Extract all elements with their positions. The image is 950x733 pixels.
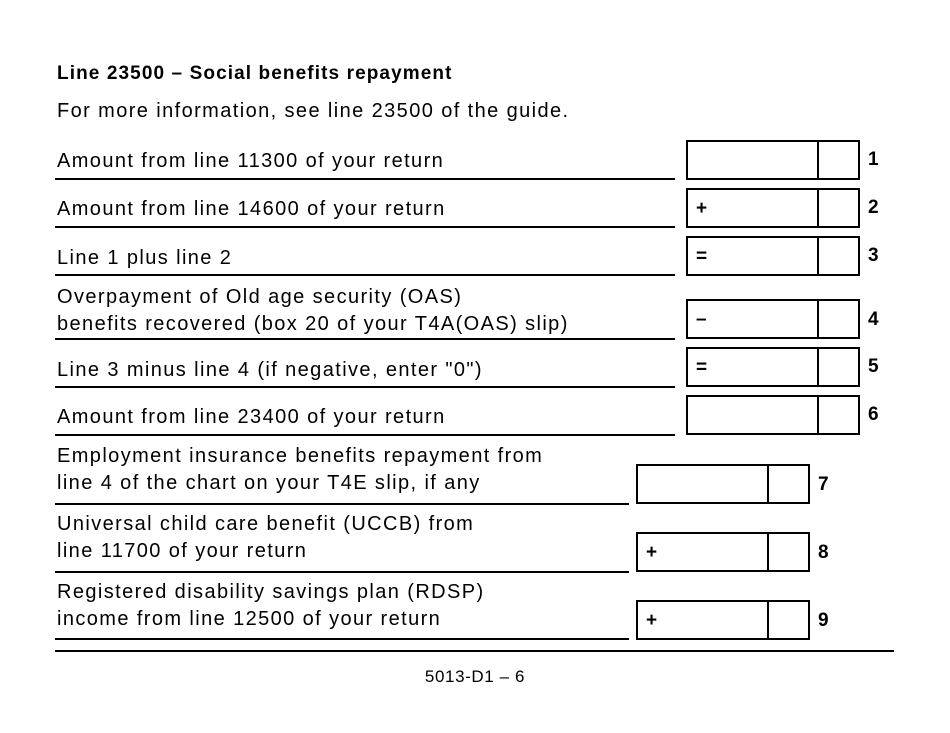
line-4-operator: –	[696, 309, 707, 330]
line-2-cents-cell[interactable]	[819, 190, 858, 226]
line-3-operator: =	[696, 246, 708, 267]
line-2-number: 2	[868, 197, 879, 218]
line-2-dollars-cell[interactable]	[688, 190, 819, 226]
line-6-number: 6	[868, 404, 879, 425]
line-8-amount-field[interactable]	[636, 532, 810, 572]
line-2-operator: +	[696, 198, 708, 219]
line-2-label	[57, 196, 446, 223]
line-6-amount-field[interactable]	[686, 395, 860, 435]
line-8-label-line1: Universal child care benefit (UCCB) from	[57, 513, 475, 535]
line-8-cents-cell[interactable]	[769, 534, 808, 570]
line-9-underline	[55, 638, 629, 640]
line-6-underline	[55, 434, 675, 436]
line-4-label	[57, 284, 569, 338]
line-7-amount-field[interactable]	[636, 464, 810, 504]
line-6-label	[57, 404, 446, 431]
line-3-dollars-cell[interactable]	[688, 238, 819, 274]
line-1-label-text: Amount from line 11300 of your return	[57, 150, 445, 172]
section-title: Line 23500 – Social benefits repayment	[57, 63, 453, 84]
footer-divider	[55, 650, 894, 652]
form-page-id: 5013-D1 – 6	[424, 667, 526, 686]
line-3-label	[57, 245, 232, 272]
line-7-label-line1: Employment insurance benefits repayment from	[57, 445, 544, 467]
line-5-underline	[55, 386, 675, 388]
line-7-cents-cell[interactable]	[769, 466, 808, 502]
line-4-dollars-cell[interactable]	[688, 301, 819, 337]
line-4-amount-field[interactable]	[686, 299, 860, 339]
line-5-number: 5	[868, 356, 879, 377]
line-3-amount-field[interactable]	[686, 236, 860, 276]
line-5-label	[57, 357, 483, 384]
line-1-underline	[55, 178, 675, 180]
line-3-label-text: Line 1 plus line 2	[57, 247, 233, 269]
line-4-label-line1: Overpayment of Old age security (OAS)	[57, 286, 463, 308]
line-1-number: 1	[868, 149, 879, 170]
line-6-dollars-cell[interactable]	[688, 397, 819, 433]
line-5-operator: =	[696, 357, 708, 378]
line-6-label-text: Amount from line 23400 of your return	[57, 406, 446, 428]
line-4-underline	[55, 338, 675, 340]
line-3-underline	[55, 274, 675, 276]
line-7-number: 7	[818, 474, 829, 495]
line-8-number: 8	[818, 542, 829, 563]
line-1-dollars-cell[interactable]	[688, 142, 819, 178]
line-9-label-line2: income from line 12500 of your return	[57, 608, 442, 630]
line-7-underline	[55, 503, 629, 505]
line-9-operator: +	[646, 610, 658, 631]
line-7-label-line2: line 4 of the chart on your T4E slip, if any	[57, 472, 481, 494]
line-2-underline	[55, 226, 675, 228]
line-5-cents-cell[interactable]	[819, 349, 858, 385]
line-2-amount-field[interactable]	[686, 188, 860, 228]
line-3-cents-cell[interactable]	[819, 238, 858, 274]
line-8-dollars-cell[interactable]	[638, 534, 769, 570]
info-text: For more information, see line 23500 of the guide.	[57, 100, 570, 122]
line-5-label-text: Line 3 minus line 4 (if negative, enter "0")	[57, 359, 483, 381]
line-9-cents-cell[interactable]	[769, 602, 808, 638]
line-7-label	[57, 443, 543, 497]
line-3-number: 3	[868, 245, 879, 266]
line-9-number: 9	[818, 610, 829, 631]
line-1-amount-field[interactable]	[686, 140, 860, 180]
line-9-label	[57, 579, 485, 633]
line-1-cents-cell[interactable]	[819, 142, 858, 178]
line-1-label	[57, 148, 444, 175]
line-5-amount-field[interactable]	[686, 347, 860, 387]
line-6-cents-cell[interactable]	[819, 397, 858, 433]
line-8-underline	[55, 571, 629, 573]
line-9-amount-field[interactable]	[636, 600, 810, 640]
line-9-label-line1: Registered disability savings plan (RDSP)	[57, 581, 485, 603]
line-5-dollars-cell[interactable]	[688, 349, 819, 385]
line-8-label	[57, 511, 474, 565]
line-9-dollars-cell[interactable]	[638, 602, 769, 638]
line-8-label-line2: line 11700 of your return	[57, 540, 308, 562]
line-2-label-text: Amount from line 14600 of your return	[57, 198, 446, 220]
line-4-label-line2: benefits recovered (box 20 of your T4A(OAS) slip)	[57, 313, 569, 335]
line-8-operator: +	[646, 542, 658, 563]
line-4-cents-cell[interactable]	[819, 301, 858, 337]
line-7-dollars-cell[interactable]	[638, 466, 769, 502]
line-4-number: 4	[868, 309, 879, 330]
